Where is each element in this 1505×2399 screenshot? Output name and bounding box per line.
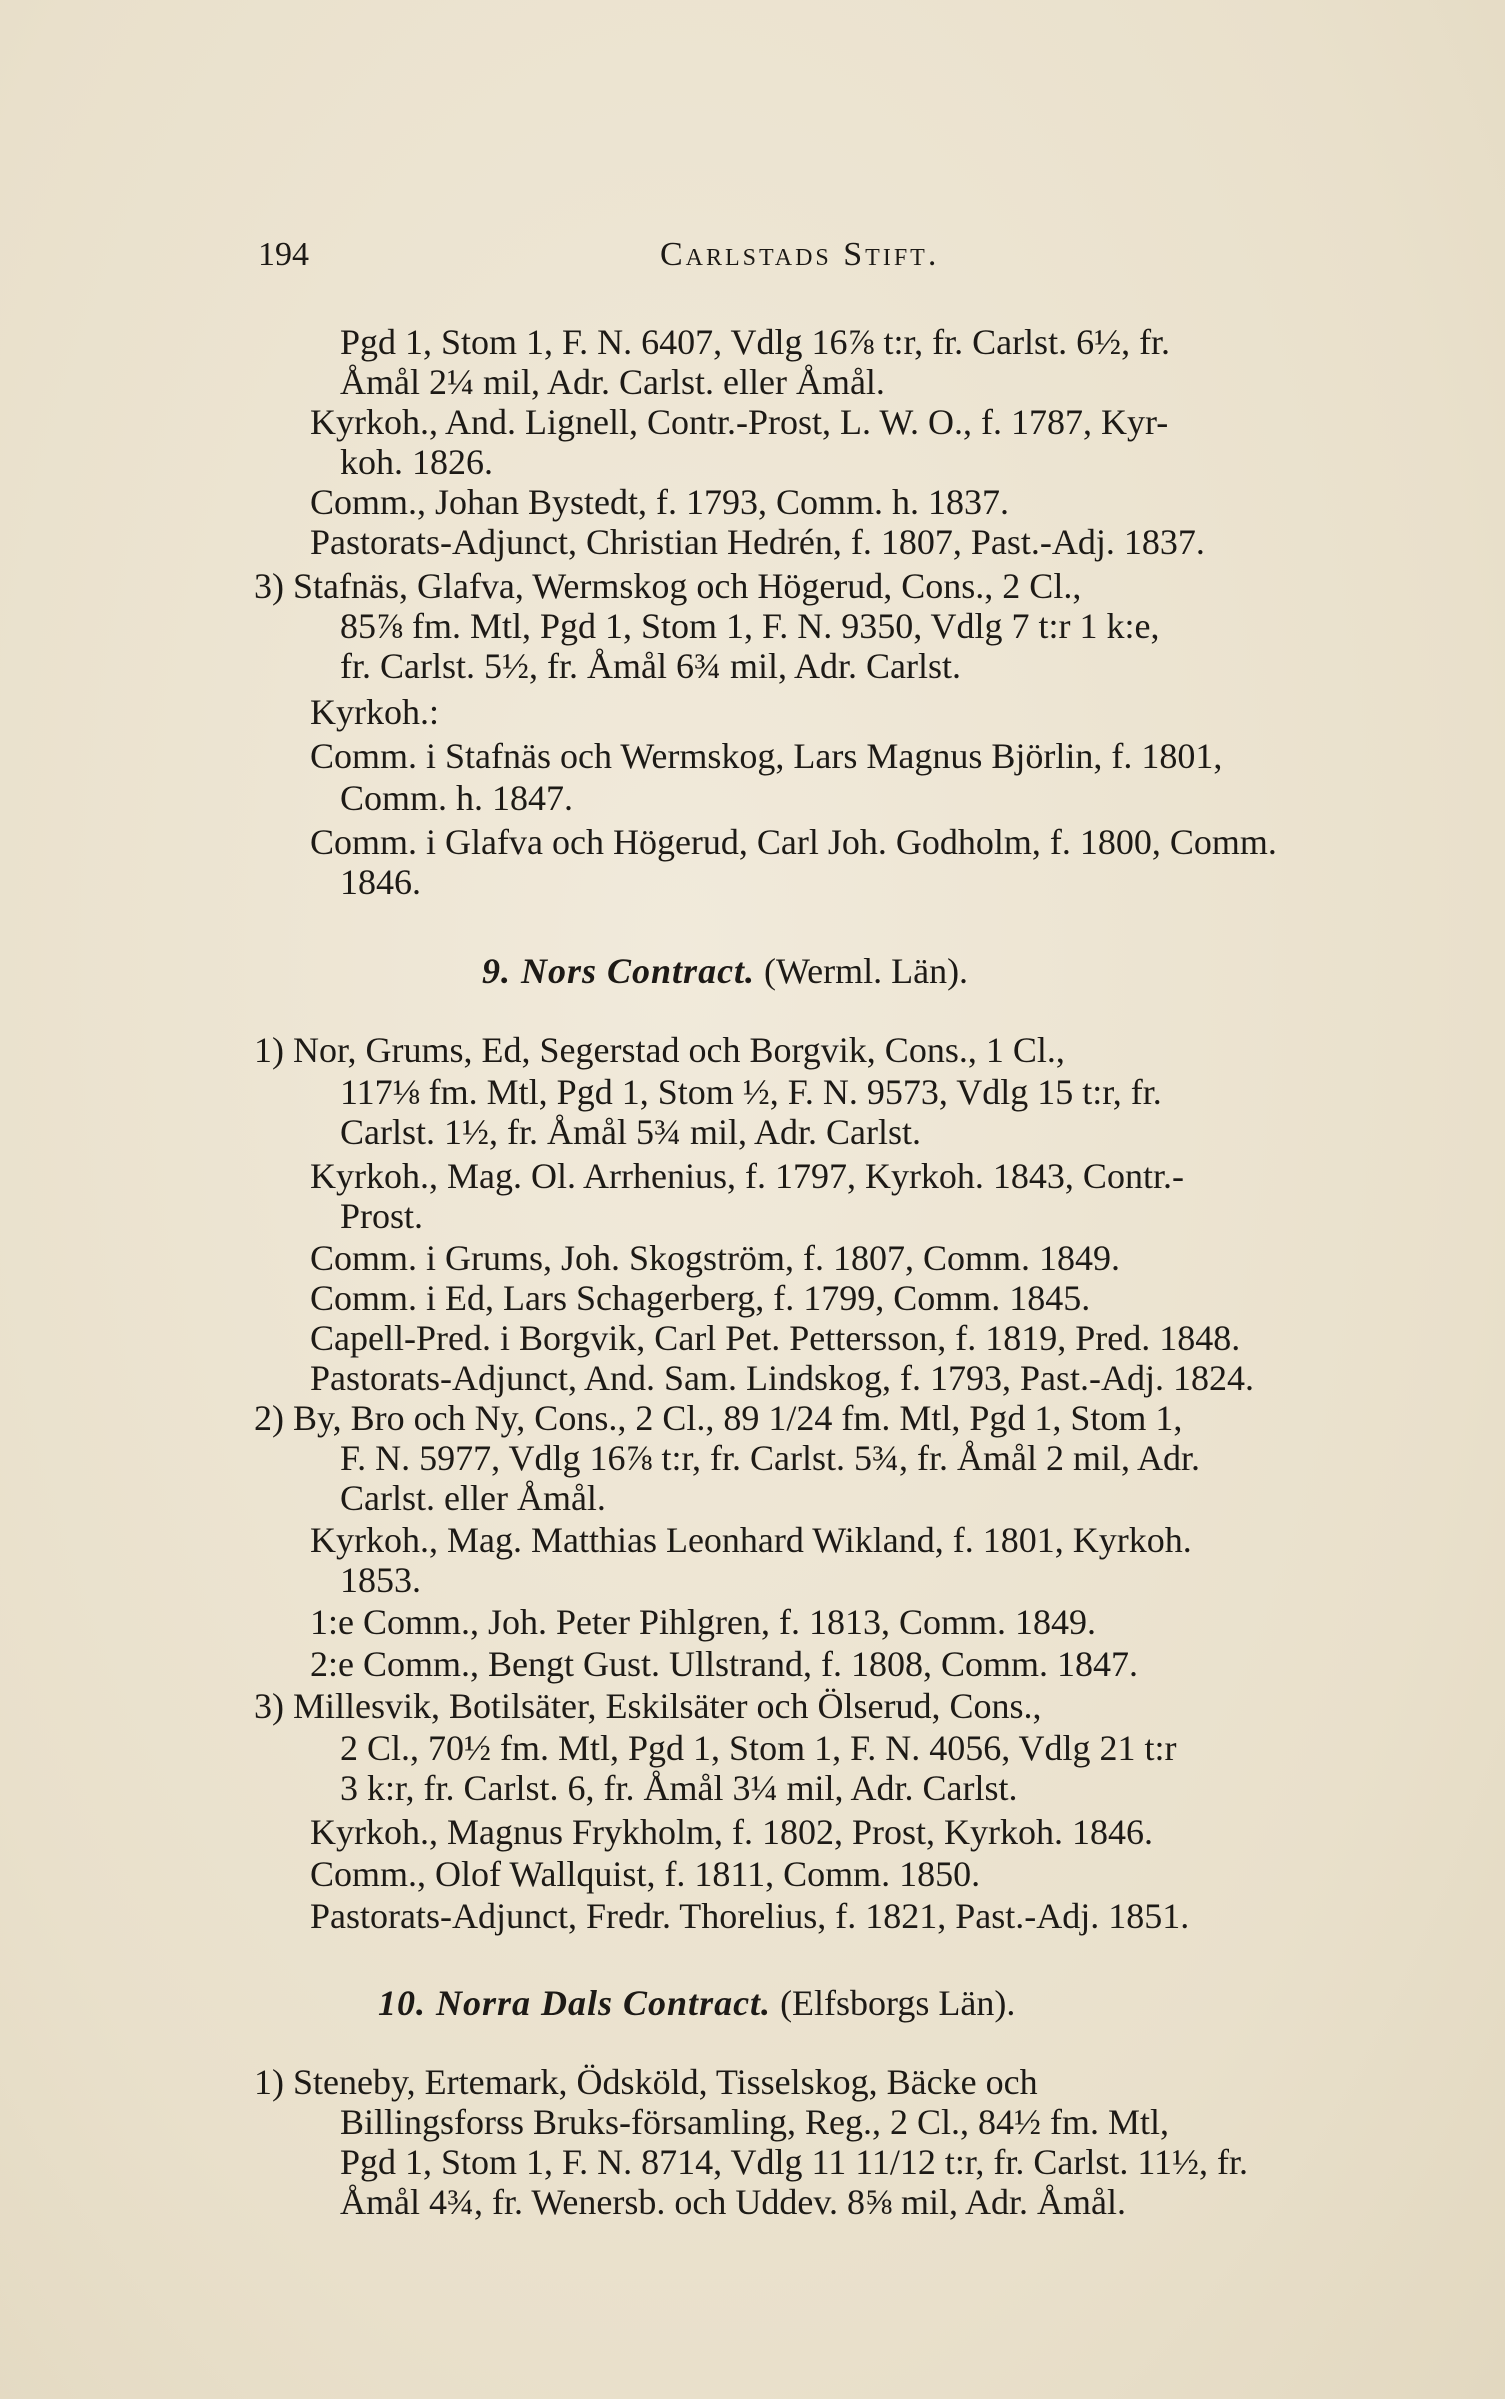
- text-line: 1846.: [340, 862, 421, 902]
- contract-region: (Elfsborgs Län).: [780, 1983, 1016, 2023]
- text-line: 2:e Comm., Bengt Gust. Ullstrand, f. 1808, Comm. 1847.: [310, 1644, 1138, 1684]
- text-line: Capell-Pred. i Borgvik, Carl Pet. Pettersson, f. 1819, Pred. 1848.: [310, 1318, 1241, 1358]
- text-line: 2) By, Bro och Ny, Cons., 2 Cl., 89 1/24 fm. Mtl, Pgd 1, Stom 1,: [254, 1398, 1183, 1438]
- text-line: 3) Millesvik, Botilsäter, Eskilsäter och Ölserud, Cons.,: [254, 1686, 1042, 1726]
- text-line: 1) Steneby, Ertemark, Ödsköld, Tisselskog, Bäcke och: [254, 2062, 1038, 2102]
- text-line: Comm. i Glafva och Högerud, Carl Joh. Godholm, f. 1800, Comm.: [310, 822, 1277, 862]
- contract-title: 9. Nors Contract.: [482, 951, 756, 991]
- contract-title: 10. Norra Dals Contract.: [378, 1983, 772, 2023]
- text-line: Kyrkoh., And. Lignell, Contr.-Prost, L. W. O., f. 1787, Kyr-: [310, 402, 1169, 442]
- text-line: 1853.: [340, 1560, 421, 1600]
- text-line: Pastorats-Adjunct, And. Sam. Lindskog, f. 1793, Past.-Adj. 1824.: [310, 1358, 1254, 1398]
- text-line: 85⅞ fm. Mtl, Pgd 1, Stom 1, F. N. 9350, Vdlg 7 t:r 1 k:e,: [340, 606, 1160, 646]
- text-line: Åmål 2¼ mil, Adr. Carlst. eller Åmål.: [340, 362, 885, 402]
- text-line: Kyrkoh.:: [310, 692, 439, 732]
- contract-heading: [378, 1982, 1015, 2024]
- running-title: Carlstads Stift.: [660, 236, 940, 273]
- text-line: Pgd 1, Stom 1, F. N. 6407, Vdlg 16⅞ t:r, fr. Carlst. 6½, fr.: [340, 322, 1171, 362]
- text-line: Kyrkoh., Magnus Frykholm, f. 1802, Prost, Kyrkoh. 1846.: [310, 1812, 1153, 1852]
- text-line: koh. 1826.: [340, 442, 493, 482]
- text-line: Comm., Olof Wallquist, f. 1811, Comm. 1850.: [310, 1854, 981, 1894]
- text-line: Åmål 4¾, fr. Wenersb. och Uddev. 8⅝ mil, Adr. Åmål.: [340, 2182, 1126, 2222]
- text-line: 3 k:r, fr. Carlst. 6, fr. Åmål 3¼ mil, Adr. Carlst.: [340, 1768, 1018, 1808]
- text-line: F. N. 5977, Vdlg 16⅞ t:r, fr. Carlst. 5¾, fr. Åmål 2 mil, Adr.: [340, 1438, 1201, 1478]
- text-line: Billingsforss Bruks-församling, Reg., 2 Cl., 84½ fm. Mtl,: [340, 2102, 1170, 2142]
- text-line: 3) Stafnäs, Glafva, Wermskog och Högerud, Cons., 2 Cl.,: [254, 566, 1082, 606]
- text-line: Comm. h. 1847.: [340, 778, 574, 818]
- text-line: 2 Cl., 70½ fm. Mtl, Pgd 1, Stom 1, F. N. 4056, Vdlg 21 t:r: [340, 1728, 1177, 1768]
- text-line: Pgd 1, Stom 1, F. N. 8714, Vdlg 11 11/12 t:r, fr. Carlst. 11½, fr.: [340, 2142, 1249, 2182]
- text-line: 117⅛ fm. Mtl, Pgd 1, Stom ½, F. N. 9573, Vdlg 15 t:r, fr.: [340, 1072, 1162, 1112]
- page-number: 194: [258, 236, 309, 273]
- text-line: Pastorats-Adjunct, Christian Hedrén, f. 1807, Past.-Adj. 1837.: [310, 522, 1205, 562]
- text-line: 1) Nor, Grums, Ed, Segerstad och Borgvik, Cons., 1 Cl.,: [254, 1030, 1065, 1070]
- contract-region: (Werml. Län).: [764, 951, 969, 991]
- text-line: Prost.: [340, 1196, 424, 1236]
- text-line: Comm. i Ed, Lars Schagerberg, f. 1799, Comm. 1845.: [310, 1278, 1091, 1318]
- text-line: Comm. i Grums, Joh. Skogström, f. 1807, Comm. 1849.: [310, 1238, 1121, 1278]
- text-line: fr. Carlst. 5½, fr. Åmål 6¾ mil, Adr. Carlst.: [340, 646, 961, 686]
- text-line: Comm., Johan Bystedt, f. 1793, Comm. h. 1837.: [310, 482, 1010, 522]
- contract-heading: [482, 950, 968, 992]
- text-line: Comm. i Stafnäs och Wermskog, Lars Magnus Björlin, f. 1801,: [310, 736, 1223, 776]
- text-line: Pastorats-Adjunct, Fredr. Thorelius, f. 1821, Past.-Adj. 1851.: [310, 1896, 1190, 1936]
- text-line: Kyrkoh., Mag. Ol. Arrhenius, f. 1797, Kyrkoh. 1843, Contr.-: [310, 1156, 1184, 1196]
- text-line: 1:e Comm., Joh. Peter Pihlgren, f. 1813, Comm. 1849.: [310, 1602, 1096, 1642]
- text-line: Carlst. 1½, fr. Åmål 5¾ mil, Adr. Carlst.: [340, 1112, 921, 1152]
- text-line: Carlst. eller Åmål.: [340, 1478, 606, 1518]
- text-line: Kyrkoh., Mag. Matthias Leonhard Wikland, f. 1801, Kyrkoh.: [310, 1520, 1192, 1560]
